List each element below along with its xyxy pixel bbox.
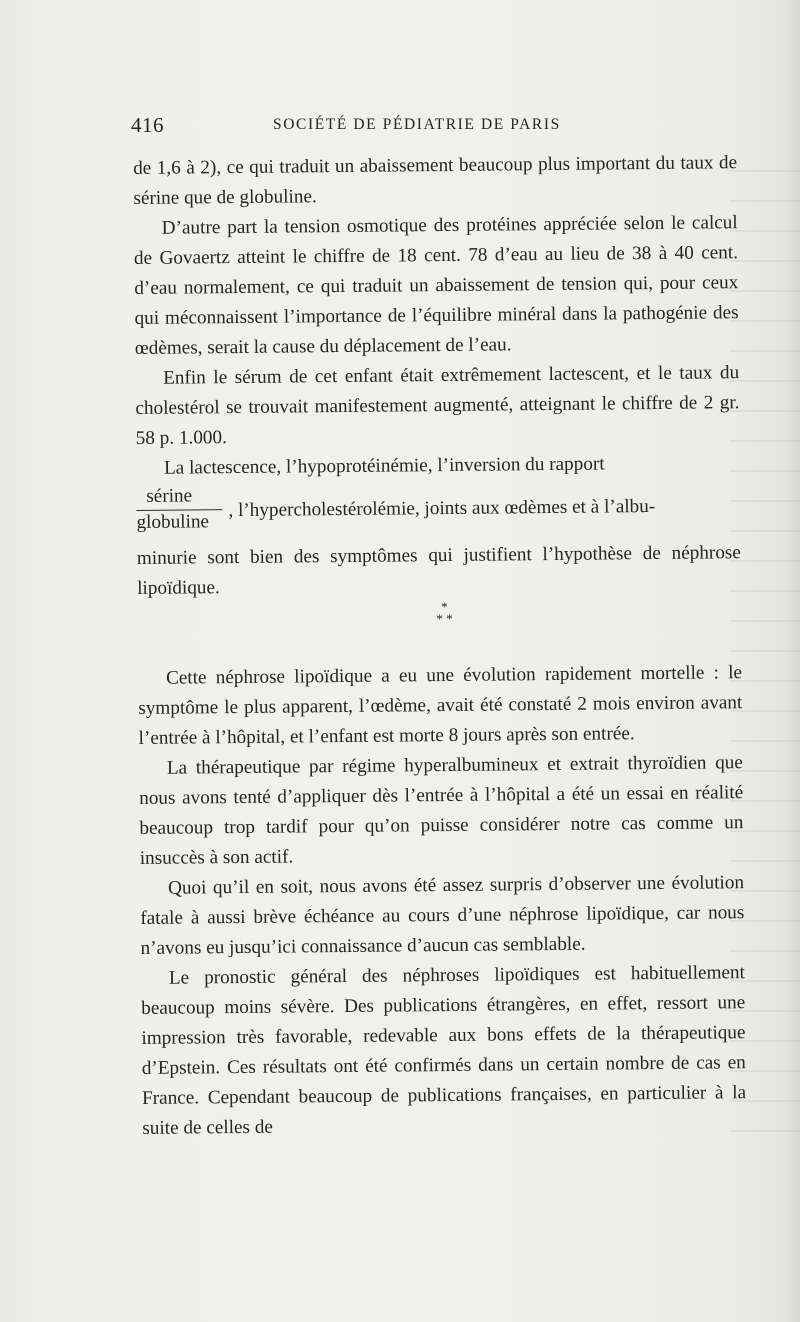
fraction-numerator: sérine xyxy=(146,485,193,507)
page-number: 416 xyxy=(131,113,164,137)
asterism-glyphs: * * * xyxy=(436,599,453,627)
body-text xyxy=(133,148,746,1144)
paragraph-therapeutics: La thérapeutique par régime hyperalbumineux et extrait thyroïdien que nous avons tenté d’appliquer dès l’entrée à l’hôpital a été un essai en réalité beaucoup trop tardif pour qu’on puisse considérer notre cas comme un insuccès à son actif. xyxy=(139,752,744,869)
paragraph-surprise: Quoi qu’il en soit, nous avons été assez surpris d’observer une évolution fatale à aussi brève échéance au cours d’une néphrose lipoïdique, car nous n’avons eu jusqu’ici connaissance d’aucun cas semblable. xyxy=(140,872,745,959)
running-head: SOCIÉTÉ DE PÉDIATRIE DE PARIS xyxy=(273,116,561,133)
page-header xyxy=(131,113,733,147)
paragraph-evolution: Cette néphrose lipoïdique a eu une évolution rapidement mortelle : le symptôme le plus apparent, l’œdème, avait été constaté 2 mois environ avant l’entrée à l’hôpital, et l’enfant est morte 8 jours après son entrée. xyxy=(138,662,743,749)
paragraph-lactescence-end: minurie sont bien des symptômes qui justifient l’hypothèse de néphrose lipoïdique. xyxy=(136,542,741,599)
page-edge-shadow xyxy=(786,0,800,1322)
paragraph-prognosis: Le pronostic général des néphroses lipoïdiques est habituellement beaucoup moins sévère. Des publications étrangères, en effet, ressort une impression très favorable, redevable aux bons effets de la thérapeutique d’Epstein. Ces résultats ont été confirmés dans un certain nombre de cas en France. Cependant beaucoup de publications françaises, en particulier à la suite de celles de xyxy=(141,962,747,1139)
ratio-fraction xyxy=(136,483,222,535)
paragraph-continuation: de 1,6 à 2), ce qui traduit un abaissement beaucoup plus important du taux de sérine que de globuline. xyxy=(133,152,738,209)
fraction-denominator: globuline xyxy=(136,511,210,534)
paragraph-cholesterol: Enfin le sérum de cet enfant était extrêmement lactescent, et le taux du cholestérol se trouvait manifestement augmenté, atteignant le chiffre de 2 gr. 58 p. 1.000. xyxy=(135,362,740,449)
paragraph-lactescence-start: La lactescence, l’hypoprotéinémie, l’inversion du rapport xyxy=(163,453,605,479)
fraction-line xyxy=(136,478,741,544)
fraction-following-text: , l’hypercholestérolémie, joints aux œdèmes et à l’albu- xyxy=(228,496,656,522)
paragraph-osmotic-tension: D’autre part la tension osmotique des protéines appréciée selon le calcul de Govaertz atteint le chiffre de 18 cent. 78 d’eau au lieu de 38 à 40 cent. d’eau normalement, ce qui traduit un abaissement de tension qui, pour ceux qui méconnaissent l’importance de l’équilibre minéral dans la pathogénie des œdèmes, serait la cause du déplacement de l’eau. xyxy=(133,212,739,359)
section-asterism xyxy=(137,598,741,650)
